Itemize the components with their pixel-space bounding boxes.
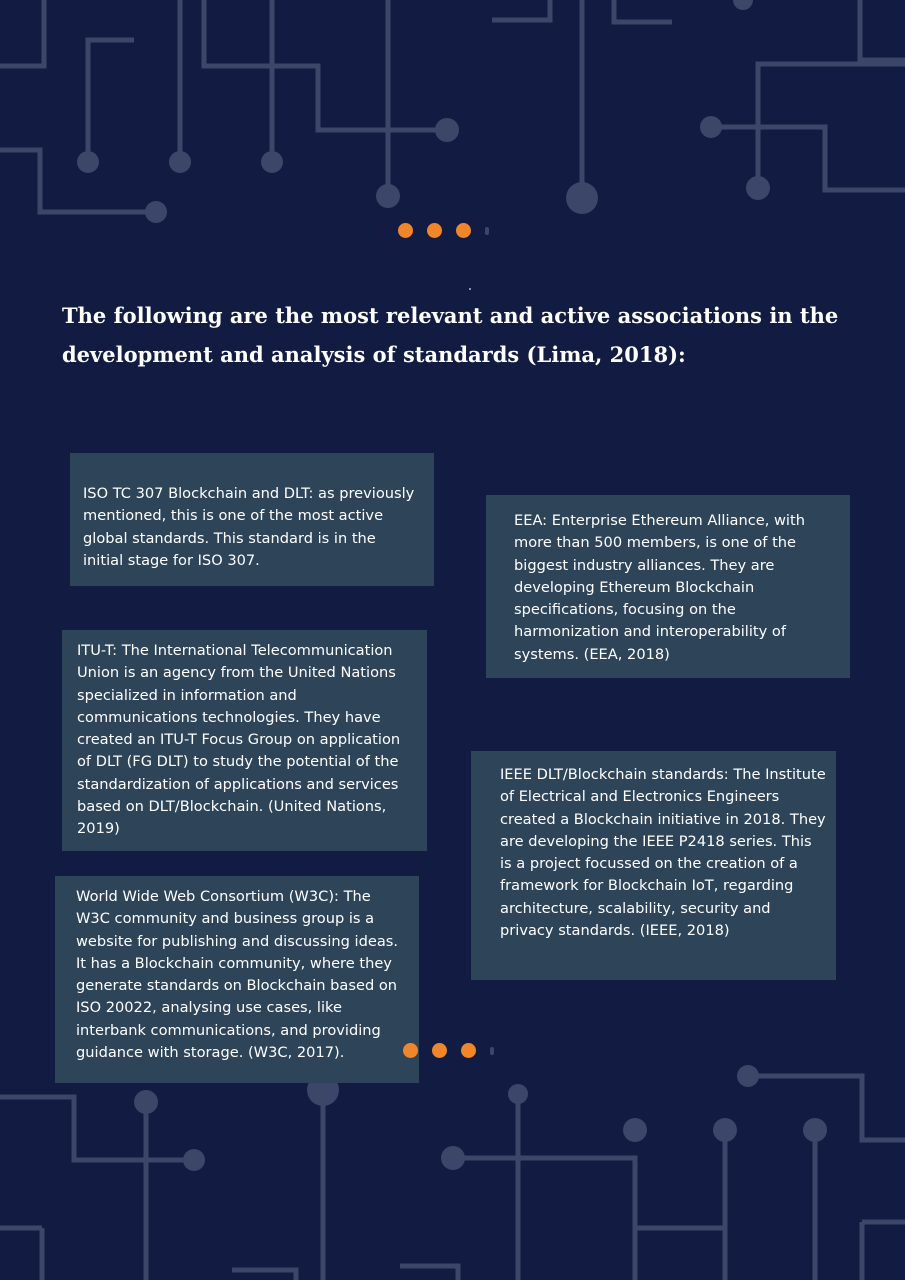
dot bbox=[432, 1043, 447, 1058]
card-iso bbox=[70, 453, 434, 586]
dot bbox=[456, 223, 471, 238]
dot bbox=[490, 1047, 494, 1055]
top-dots-decoration bbox=[398, 223, 489, 238]
card-itu-text: ITU-T: The International Telecommunication Union is an agency from the United Nations specialized in information and communications technologies. They have created an ITU-T Focus Group on application of DLT (FG DLT) to study the potential of the standardization of applications and services based on DLT/Blockchain. (United Nations, 2019) bbox=[77, 642, 401, 838]
card-w3c bbox=[55, 876, 419, 1083]
dot bbox=[427, 223, 442, 238]
dot bbox=[461, 1043, 476, 1058]
card-eea bbox=[486, 495, 850, 678]
tiny-mark bbox=[469, 288, 471, 290]
page-heading: The following are the most relevant and active associations in the development and analysis of standards (Lima, 2018): bbox=[62, 303, 839, 367]
card-eea-text: EEA: Enterprise Ethereum Alliance, with more than 500 members, is one of the biggest industry alliances. They are developing Ethereum Blockchain specifications, focusing on the harmonization and interoperability of systems. (EEA, 2018) bbox=[514, 512, 805, 663]
card-ieee bbox=[471, 751, 836, 980]
card-w3c-text: World Wide Web Consortium (W3C): The W3C community and business group is a website for publishing and discussing ideas. It has a Blockchain community, where they generate standards on Blockchain based on ISO 20022, analysing use cases, like interbank communications, and providing guidance with storage. (W3C, 2017). bbox=[76, 888, 399, 1062]
bottom-dots-decoration bbox=[403, 1043, 494, 1058]
dot bbox=[485, 227, 489, 235]
dot bbox=[403, 1043, 418, 1058]
card-itu bbox=[62, 630, 427, 851]
card-iso-text: ISO TC 307 Blockchain and DLT: as previously mentioned, this is one of the most active global standards. This standard is in the initial stage for ISO 307. bbox=[83, 485, 415, 569]
card-ieee-text: IEEE DLT/Blockchain standards: The Institute of Electrical and Electronics Engineers created a Blockchain initiative in 2018. They are developing the IEEE P2418 series. This is a project focussed on the creation of a framework for Blockchain IoT, regarding architecture, scalability, security and privacy standards. (IEEE, 2018) bbox=[500, 766, 826, 940]
dot bbox=[398, 223, 413, 238]
